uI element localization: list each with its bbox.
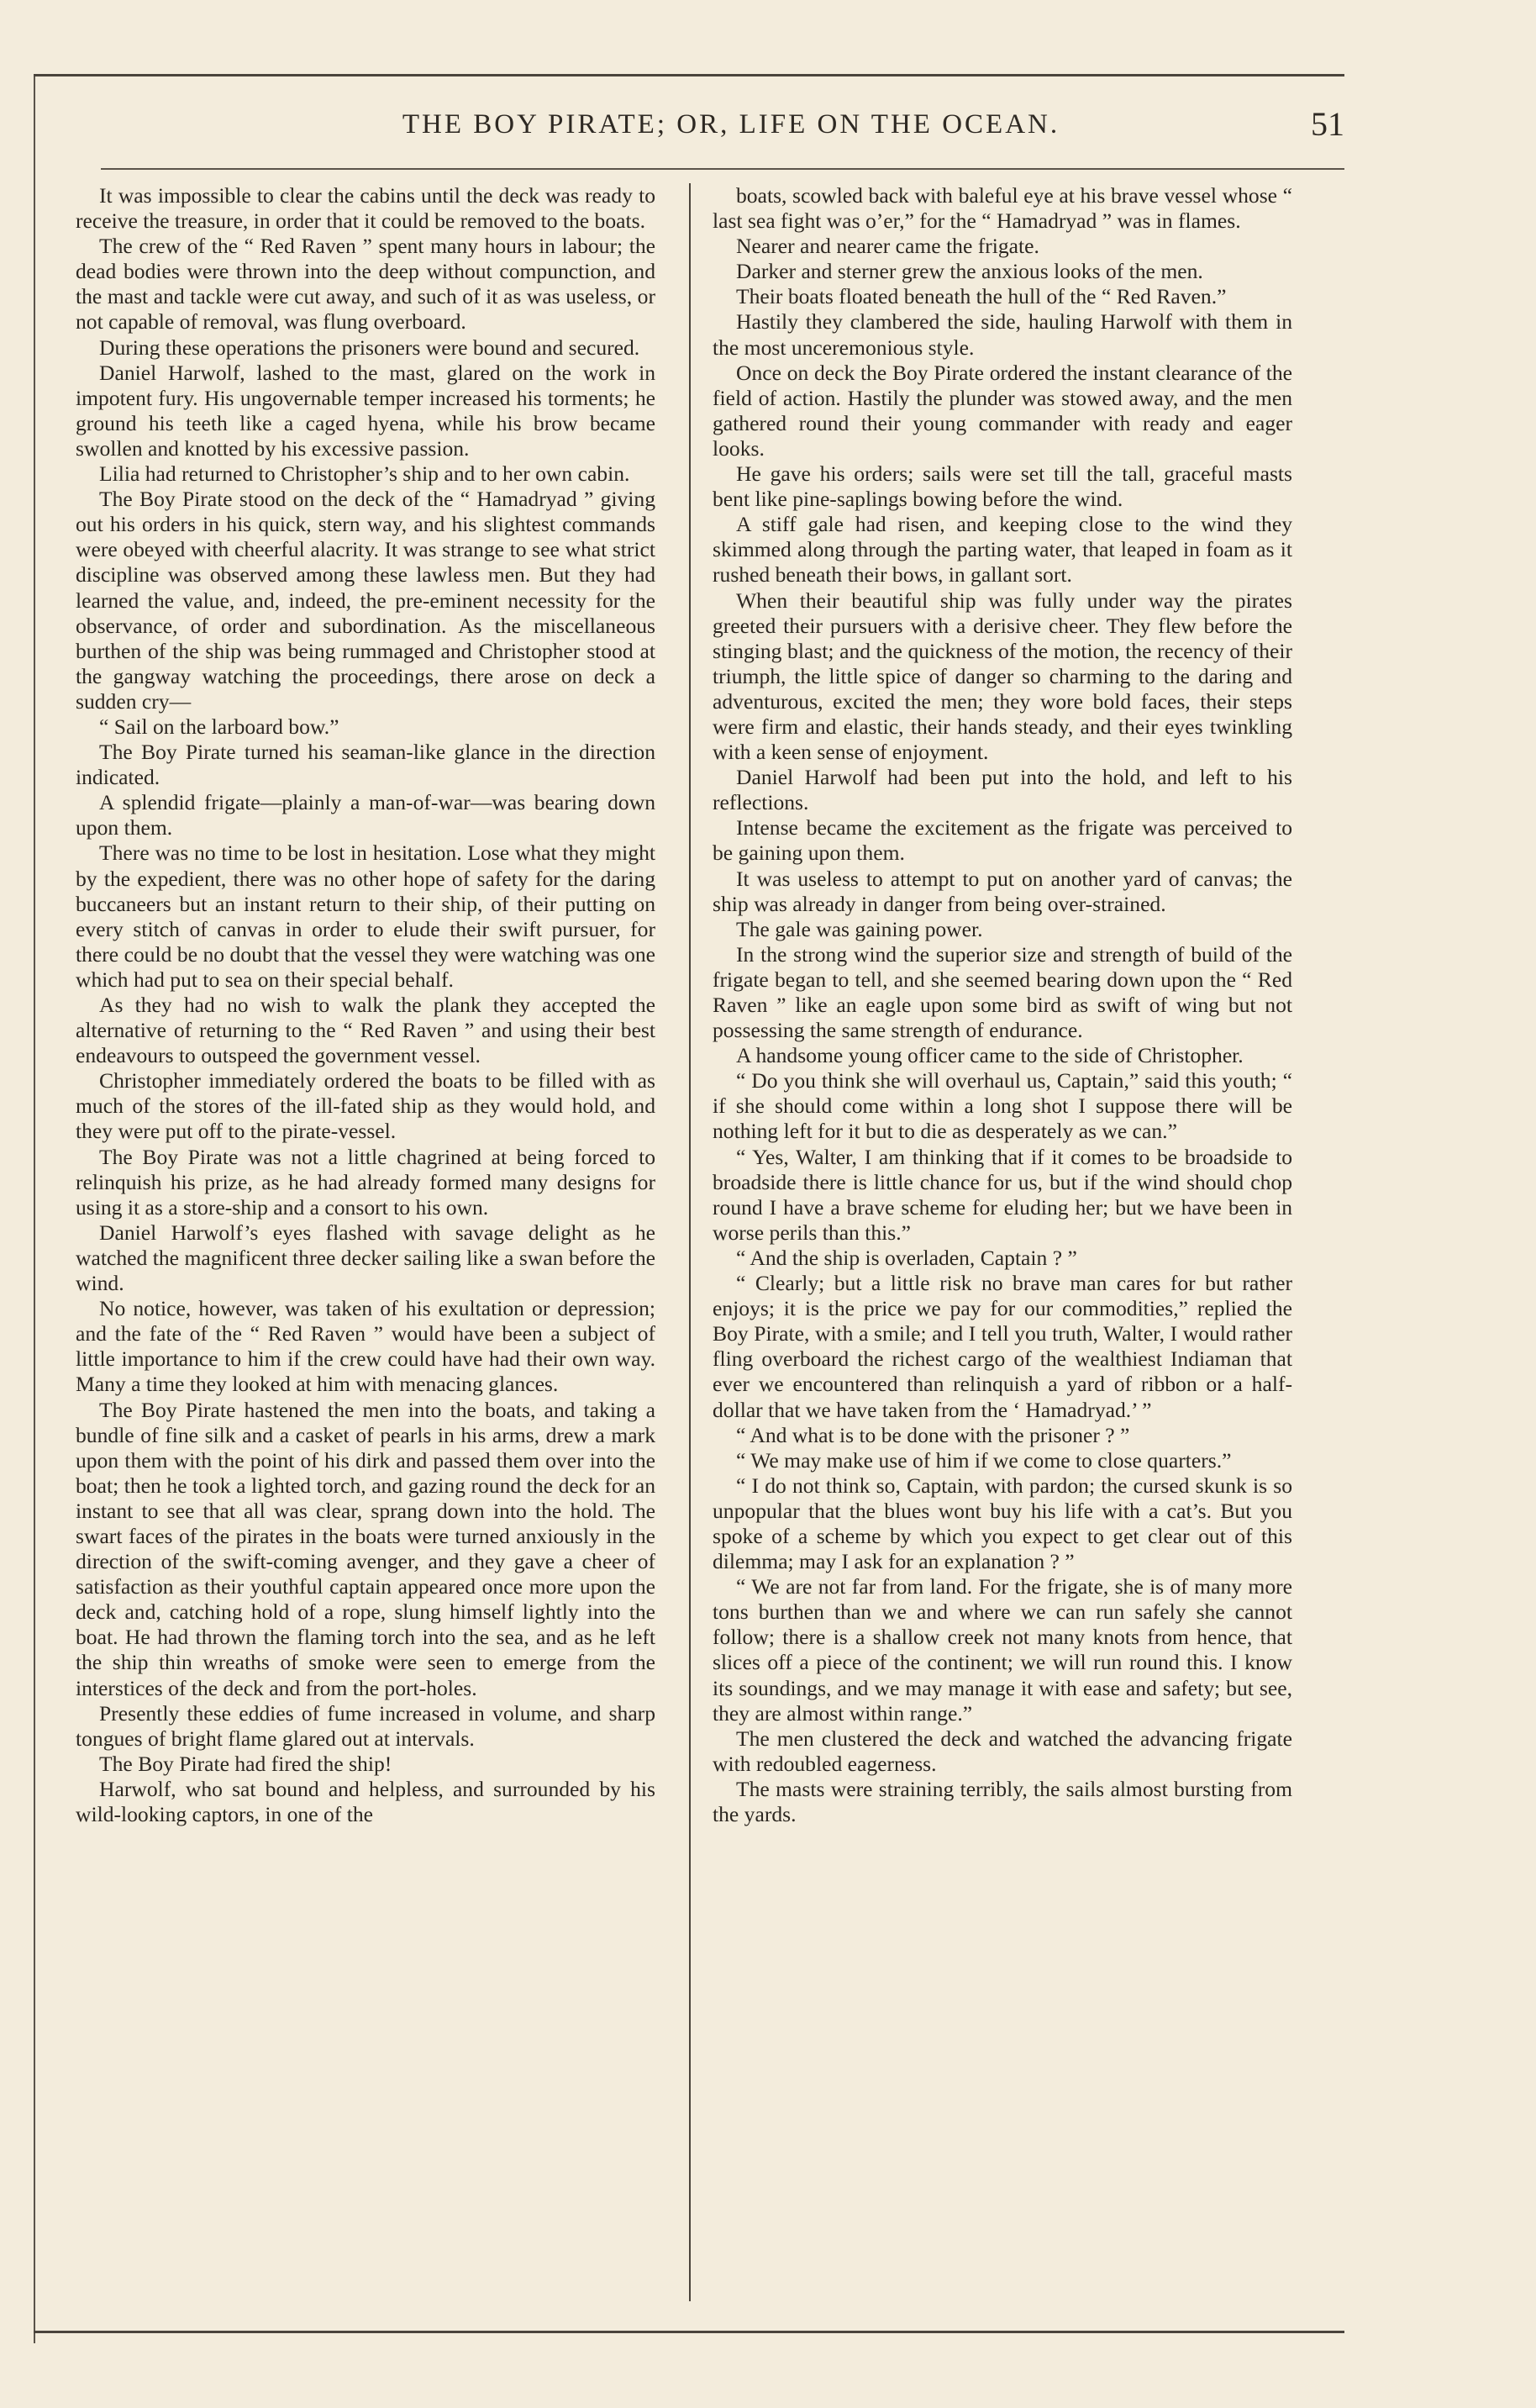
paragraph: Presently these eddies of fume increased in volume, and sharp tongues of bright flame glared out at intervals. <box>76 1700 655 1751</box>
paragraph: The Boy Pirate was not a little chagrined at being forced to relinquish his prize, as he had already formed many designs for using it as a store-ship and a consort to his own. <box>76 1144 655 1220</box>
paragraph: “ I do not think so, Captain, with pardon; the cursed skunk is so unpopular that the blues wont buy his life with a cat’s. But you spoke of a scheme by which you expect to get clear out of this dilemma; may I ask for an explanation ? ” <box>713 1473 1292 1574</box>
paragraph: The gale was gaining power. <box>736 916 983 941</box>
paragraph: Hastily they clambered the side, hauling Harwolf with them in the most unceremonious style. <box>713 309 1292 360</box>
left-column <box>76 183 655 1827</box>
paragraph: A stiff gale had risen, and keeping close to the wind they skimmed along through the parting water, that leaped in foam as it rushed beneath their bows, in gallant sort. <box>713 512 1292 588</box>
paragraph: “ We may make use of him if we come to close quarters.” <box>736 1447 1232 1473</box>
paragraph: During these operations the prisoners were bound and secured. <box>99 335 640 360</box>
paragraph: Their boats floated beneath the hull of the “ Red Raven.” <box>736 284 1227 309</box>
paragraph: Harwolf, who sat bound and helpless, and surrounded by his wild-looking captors, in one of the <box>76 1776 655 1826</box>
column-divider <box>689 183 691 2301</box>
paragraph: The men clustered the deck and watched the advancing frigate with redoubled eagerness. <box>713 1726 1292 1776</box>
paragraph: As they had no wish to walk the plank they accepted the alternative of returning to the “ Red Raven ” and using their best endeavours to outspeed the government vessel. <box>76 993 655 1068</box>
paragraph: The Boy Pirate turned his seaman-like glance in the direction indicated. <box>76 740 655 790</box>
paragraph: boats, scowled back with baleful eye at his brave vessel whose “ last sea fight was o’er,” for the “ Hamadryad ” was in flames. <box>713 183 1292 234</box>
paragraph: “ Sail on the larboard bow.” <box>99 714 339 739</box>
paragraph: Daniel Harwolf’s eyes flashed with savage delight as he watched the magnificent three decker sailing like a swan before the wind. <box>76 1220 655 1296</box>
page-header <box>34 105 1344 160</box>
paragraph: Intense became the excitement as the frigate was perceived to be gaining upon them. <box>713 815 1292 866</box>
bottom-rule <box>34 2331 1344 2333</box>
paragraph: A splendid frigate—plainly a man-of-war—was bearing down upon them. <box>76 790 655 840</box>
paragraph: Daniel Harwolf, lashed to the mast, glared on the work in impotent fury. His ungovernable temper increased his torments; he ground his teeth like a caged hyena, while his brow became swollen and knotted by his excessive passion. <box>76 360 655 461</box>
paragraph: Darker and sterner grew the anxious looks of the men. <box>736 259 1203 284</box>
paragraph: The Boy Pirate had fired the ship! <box>99 1751 392 1776</box>
paragraph: When their beautiful ship was fully under way the pirates greeted their pursuers with a derisive cheer. They flew before the stinging blast; and the quickness of the motion, the recency of their triumph, the little spice of danger so charming to the daring and adventurous, excited the men; they wore bold faces, their steps were firm and elastic, their hands steady, and their eyes twinkling with a keen sense of enjoyment. <box>713 588 1292 765</box>
top-rule <box>34 74 1344 76</box>
paragraph: “ Clearly; but a little risk no brave man cares for but rather enjoys; it is the price we pay for our commodities,” replied the Boy Pirate, with a smile; and I tell you truth, Walter, I would rather fling overboard the richest cargo of the wealthiest Indiaman that ever we encountered than relinquish a yard of ribbon or a half-dollar that we have taken from the ‘ Hamadryad.’ ” <box>713 1271 1292 1422</box>
paragraph: “ And the ship is overladen, Captain ? ” <box>736 1245 1077 1270</box>
paragraph: In the strong wind the superior size and strength of build of the frigate began to tell, and she seemed bearing down upon the “ Red Raven ” like an eagle upon some bird as swift of wing but not possessing the same strength of endurance. <box>713 941 1292 1043</box>
paragraph: “ Yes, Walter, I am thinking that if it comes to be broadside to broadside there is little chance for us, but if the wind should chop round I have a brave scheme for eluding her; but we have been in worse perils than this.” <box>713 1144 1292 1245</box>
paragraph: A handsome young officer came to the side of Christopher. <box>736 1043 1244 1068</box>
paragraph: It was impossible to clear the cabins until the deck was ready to receive the treasure, in order that it could be removed to the boats. <box>76 183 655 234</box>
paragraph: The Boy Pirate hastened the men into the boats, and taking a bundle of fine silk and a casket of pearls in his arms, drew a mark upon them with the point of his dirk and passed them over into the boat; then he took a lighted torch, and gazing round the deck for an instant to see that all was clear, sprang down into the hold. The swart faces of the pirates in the boats were turned anxiously in the direction of the swift-coming avenger, and they gave a cheer of satisfaction as their youthful captain appeared once more upon the deck and, catching hold of a rope, slung himself lightly into the boat. He had thrown the flaming torch into the sea, and as he left the ship thin wreaths of smoke were seen to emerge from the interstices of the deck and from the port-holes. <box>76 1397 655 1700</box>
paragraph: No notice, however, was taken of his exultation or depression; and the fate of the “ Red Raven ” would have been a subject of little importance to him if the crew could have had their own way. Many a time they looked at him with menacing glances. <box>76 1296 655 1397</box>
paragraph: The masts were straining terribly, the sails almost bursting from the yards. <box>713 1776 1292 1826</box>
paragraph: Nearer and nearer came the frigate. <box>736 234 1039 259</box>
right-column <box>713 183 1292 1827</box>
paragraph: “ And what is to be done with the prisoner ? ” <box>736 1422 1130 1447</box>
paragraph: Christopher immediately ordered the boats to be filled with as much of the stores of the ill-fated ship as they would hold, and they were put off to the pirate-vessel. <box>76 1068 655 1144</box>
paragraph: It was useless to attempt to put on another yard of canvas; the ship was already in danger from being over-strained. <box>713 866 1292 916</box>
paragraph: He gave his orders; sails were set till the tall, graceful masts bent like pine-saplings bowing before the wind. <box>713 461 1292 512</box>
paragraph: The Boy Pirate stood on the deck of the “ Hamadryad ” giving out his orders in his quick, stern way, and his slightest commands were obeyed with cheerful alacrity. It was strange to see what strict discipline was observed among these lawless men. But they had learned the value, and, indeed, the pre-eminent necessity for the observance, of order and subordination. As the miscellaneous burthen of the ship was being rummaged and Christopher stood at the gangway watching the proceedings, there arose on deck a sudden cry— <box>76 487 655 714</box>
running-title: THE BOY PIRATE; OR, LIFE ON THE OCEAN. <box>402 109 1060 140</box>
paragraph: “ Do you think she will overhaul us, Captain,” said this youth; “ if she should come within a long shot I suppose there will be nothing left for it but to die as desperately as we can.” <box>713 1068 1292 1144</box>
paragraph: The crew of the “ Red Raven ” spent many hours in labour; the dead bodies were thrown into the deep without compunction, and the mast and tackle were cut away, and such of it as was useless, or not capable of removal, was flung overboard. <box>76 234 655 335</box>
paragraph: Once on deck the Boy Pirate ordered the instant clearance of the field of action. Hastily the plunder was stowed away, and the men gathered round their young commander with ready and eager looks. <box>713 360 1292 461</box>
paragraph: There was no time to be lost in hesitation. Lose what they might by the expedient, there was no other hope of safety for the daring buccaneers but an instant return to their ship, of their putting on every stitch of canvas in order to elude their swift pursuer, for there could be no doubt that the vessel they were watching was one which had put to sea on their special behalf. <box>76 840 655 992</box>
page-number: 51 <box>1311 105 1344 143</box>
paragraph: “ We are not far from land. For the frigate, she is of many more tons burthen than we and where we can run safely she cannot follow; there is a shallow creek not many knots from hence, that slices off a piece of the continent; we will run round this. I know its soundings, and we may manage it with ease and safety; but see, they are almost within range.” <box>713 1574 1292 1726</box>
header-rule <box>101 168 1344 170</box>
paragraph: Daniel Harwolf had been put into the hold, and left to his reflections. <box>713 765 1292 815</box>
paragraph: Lilia had returned to Christopher’s ship and to her own cabin. <box>99 461 630 487</box>
